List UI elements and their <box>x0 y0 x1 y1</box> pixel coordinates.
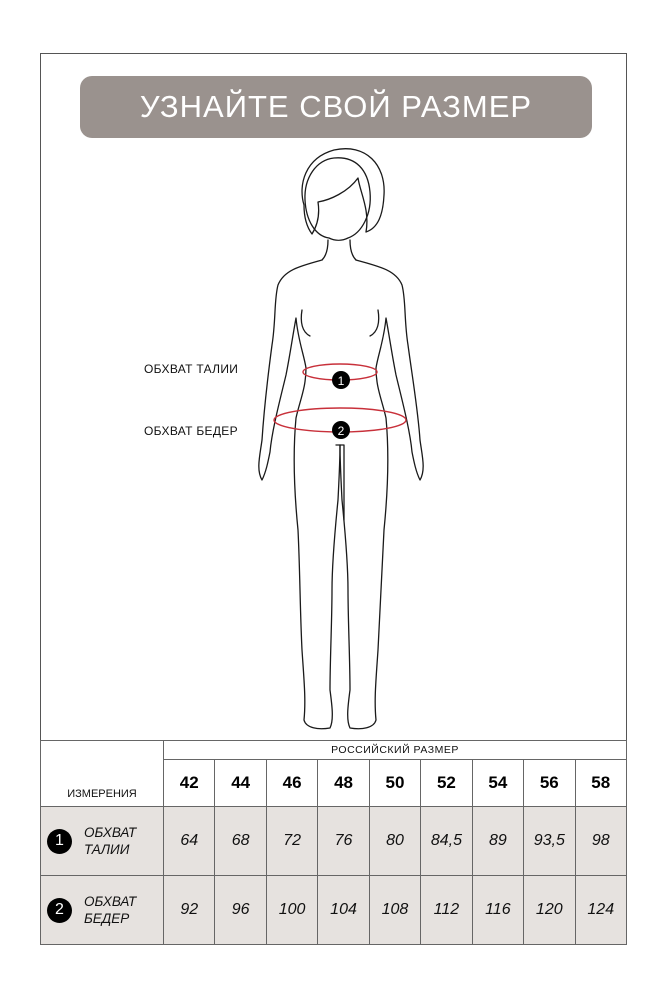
table-cell: 124 <box>575 876 627 945</box>
header-row <box>41 741 627 760</box>
table-cell: 112 <box>421 876 472 945</box>
size-cell: 56 <box>524 760 575 807</box>
russian-size-header: РОССИЙСКИЙ РАЗМЕР <box>164 741 627 760</box>
table-cell: 68 <box>215 807 266 876</box>
row-label-line1: ОБХВАТ <box>84 894 137 909</box>
size-cell: 52 <box>421 760 472 807</box>
neck-outline <box>322 240 356 260</box>
table-cell: 108 <box>369 876 420 945</box>
table-cell: 89 <box>472 807 523 876</box>
size-chart-table <box>40 740 627 945</box>
table-cell: 76 <box>318 807 369 876</box>
waist-callout-label: ОБХВАТ ТАЛИИ <box>144 362 239 376</box>
size-cell: 46 <box>266 760 317 807</box>
size-cell: 54 <box>472 760 523 807</box>
page-title: УЗНАЙТЕ СВОЙ РАЗМЕР <box>139 89 533 124</box>
hair-outline <box>302 149 384 234</box>
left-body-outline <box>259 260 340 729</box>
right-body-outline <box>337 260 423 729</box>
table-cell: 98 <box>575 807 627 876</box>
row-number-badge: 2 <box>47 898 72 923</box>
table-cell: 92 <box>164 876 215 945</box>
table-cell: 80 <box>369 807 420 876</box>
hips-marker-number: 2 <box>337 424 345 438</box>
row-label-line2: БЕДЕР <box>84 911 130 926</box>
row-label-text <box>84 893 136 927</box>
table-cell: 93,5 <box>524 807 575 876</box>
size-cell: 50 <box>369 760 420 807</box>
table-cell: 100 <box>266 876 317 945</box>
waist-row-label <box>41 807 164 876</box>
size-cell: 48 <box>318 760 369 807</box>
table-cell: 104 <box>318 876 369 945</box>
size-cell: 42 <box>164 760 215 807</box>
measurements-header: ИЗМЕРЕНИЯ <box>41 741 164 807</box>
waist-marker-number: 1 <box>337 374 345 388</box>
table-cell: 64 <box>164 807 215 876</box>
table-cell: 72 <box>266 807 317 876</box>
table-cell: 96 <box>215 876 266 945</box>
table-cell: 120 <box>524 876 575 945</box>
table-row <box>41 876 627 945</box>
table-cell: 84,5 <box>421 807 472 876</box>
row-label-text <box>84 824 136 858</box>
size-cell: 58 <box>575 760 627 807</box>
row-label-line2: ТАЛИИ <box>84 842 130 857</box>
row-label-line1: ОБХВАТ <box>84 825 137 840</box>
table-cell: 116 <box>472 876 523 945</box>
hips-callout-label: ОБХВАТ БЕДЕР <box>144 424 238 438</box>
hips-row-label <box>41 876 164 945</box>
table-row <box>41 807 627 876</box>
bust-line-right <box>370 310 379 336</box>
row-number-badge: 1 <box>47 829 72 854</box>
size-cell: 44 <box>215 760 266 807</box>
bust-line-left <box>301 310 310 336</box>
